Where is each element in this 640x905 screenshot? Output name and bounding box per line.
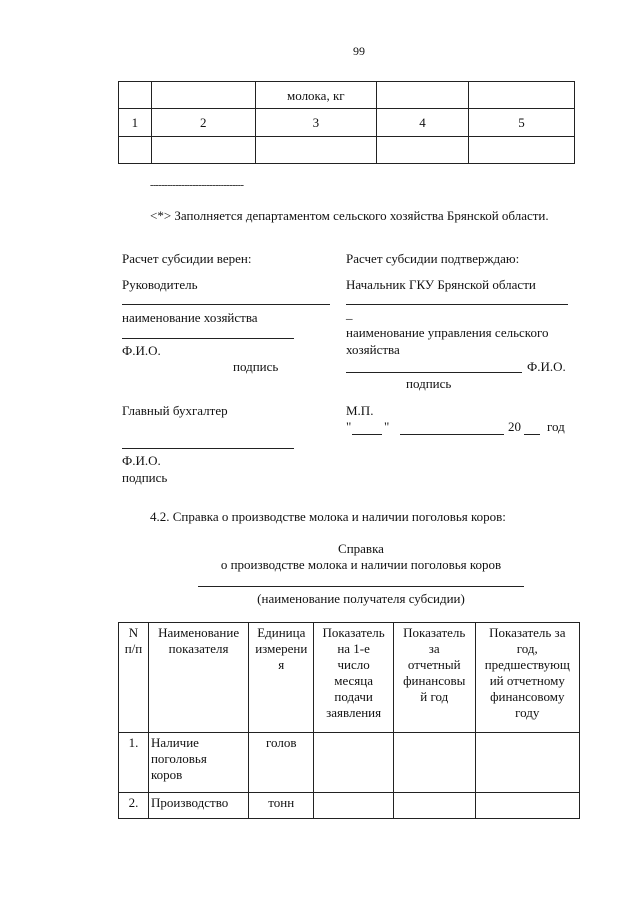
- top-table-cell: [151, 82, 255, 109]
- top-table-cell: [469, 137, 575, 164]
- header-line: показателя: [168, 641, 229, 656]
- table-row: [119, 793, 580, 819]
- header-cell-previous-year: [475, 623, 579, 733]
- header-line: й год: [420, 689, 449, 704]
- header-line: год,: [516, 641, 538, 656]
- header-line: Показатель за: [489, 625, 566, 640]
- footnote: <*> Заполняется департаментом сельского хозяйства Брянской области.: [150, 208, 549, 223]
- header-line: N: [128, 625, 139, 640]
- date-year-prefix: 20: [508, 419, 521, 434]
- row-value: [475, 793, 579, 819]
- header-line: ий отчетному: [489, 673, 565, 688]
- date-year-line: [524, 434, 540, 435]
- column-number: 4: [376, 109, 468, 137]
- document-title: Справка: [338, 541, 384, 556]
- row-value: [393, 793, 475, 819]
- row-number: 2.: [119, 793, 149, 819]
- top-table-cell: [151, 137, 255, 164]
- calc-correct-label: Расчет субсидии верен:: [122, 251, 252, 266]
- header-line: финансовому: [490, 689, 565, 704]
- column-number: 2: [151, 109, 255, 137]
- row-value: [393, 733, 475, 793]
- date-day-line: [352, 434, 382, 435]
- top-table-cell: [119, 137, 152, 164]
- header-line: на 1-е: [337, 641, 370, 656]
- fio-label: Ф.И.О.: [122, 343, 161, 358]
- calc-confirm-label: Расчет субсидии подтверждаю:: [346, 251, 520, 266]
- header-cell-number: [119, 623, 149, 733]
- header-line: финансовы: [403, 673, 466, 688]
- header-line: число: [337, 657, 370, 672]
- header-line: п/п: [124, 641, 143, 656]
- header-cell-name: [148, 623, 248, 733]
- header-line: Показатель: [322, 625, 385, 640]
- top-table-cell: [119, 82, 152, 109]
- top-table: [118, 81, 575, 164]
- stamp-place-label: М.П.: [346, 403, 374, 418]
- top-table-cell: [255, 137, 376, 164]
- header-cell-reporting-year: [393, 623, 475, 733]
- header-line: измерени: [255, 641, 308, 656]
- header-line: подачи: [334, 689, 373, 704]
- section-title: 4.2. Справка о производстве молока и наличии поголовья коров:: [150, 509, 506, 524]
- header-line: году: [515, 705, 540, 720]
- dash-mark: _: [346, 306, 353, 321]
- signature-caption: подпись: [233, 359, 279, 374]
- signature-line: [346, 372, 522, 373]
- page-number: 99: [353, 44, 365, 58]
- header-cell-unit: [249, 623, 314, 733]
- row-value: [314, 793, 394, 819]
- row-name-line: Наличие: [150, 735, 199, 750]
- head-label: Начальник ГКУ Брянской области: [346, 277, 536, 292]
- date-year-suffix: год: [547, 419, 565, 434]
- row-name-line: поголовья: [150, 751, 207, 766]
- column-number: 5: [469, 109, 575, 137]
- header-cell-first-day: [314, 623, 394, 733]
- column-number: 3: [255, 109, 376, 137]
- header-line: отчетный: [407, 657, 461, 672]
- row-name-line: Производство: [150, 795, 229, 810]
- fio-label: Ф.И.О.: [527, 359, 566, 374]
- signature-caption: подпись: [122, 470, 168, 485]
- header-line: предшествующ: [484, 657, 570, 672]
- header-line: Единица: [257, 625, 306, 640]
- header-line: за: [428, 641, 440, 656]
- document-subtitle: о производстве молока и наличии поголовья коров: [220, 557, 502, 572]
- column-number: 1: [119, 109, 152, 137]
- row-name-line: коров: [150, 767, 183, 782]
- chief-accountant-label: Главный бухгалтер: [122, 403, 228, 418]
- signature-line: [122, 304, 330, 305]
- footnote-separator: ---------------------------------: [150, 180, 244, 191]
- farm-name-caption: наименование хозяйства: [122, 310, 258, 325]
- signature-caption: подпись: [406, 376, 452, 391]
- row-name: [148, 793, 248, 819]
- top-table-cell: [376, 137, 468, 164]
- dept-name-caption: хозяйства: [346, 342, 400, 357]
- row-name: [148, 733, 248, 793]
- header-line: месяца: [334, 673, 374, 688]
- row-value: [475, 733, 579, 793]
- row-value: [314, 733, 394, 793]
- header-line: заявления: [326, 705, 382, 720]
- row-number: 1.: [119, 733, 149, 793]
- date-quote-close: ": [384, 419, 390, 434]
- header-line: Показатель: [403, 625, 466, 640]
- signature-line: [346, 304, 568, 305]
- top-table-header: молока, кг: [255, 82, 376, 109]
- top-table-cell: [376, 82, 468, 109]
- head-label: Руководитель: [122, 277, 198, 292]
- table-row: [119, 733, 580, 793]
- main-table: [118, 622, 580, 819]
- signature-line: [122, 448, 294, 449]
- signature-line: [122, 338, 294, 339]
- date-month-line: [400, 434, 504, 435]
- header-line: Наименование: [158, 625, 240, 640]
- fio-label: Ф.И.О.: [122, 453, 161, 468]
- row-unit: тонн: [249, 793, 314, 819]
- recipient-caption: (наименование получателя субсидии): [257, 591, 465, 606]
- recipient-line: [198, 586, 524, 587]
- top-table-cell: [469, 82, 575, 109]
- row-unit: голов: [249, 733, 314, 793]
- header-line: я: [278, 657, 285, 672]
- date-quote-open: ": [346, 419, 352, 434]
- dept-name-caption: наименование управления сельского: [346, 325, 549, 340]
